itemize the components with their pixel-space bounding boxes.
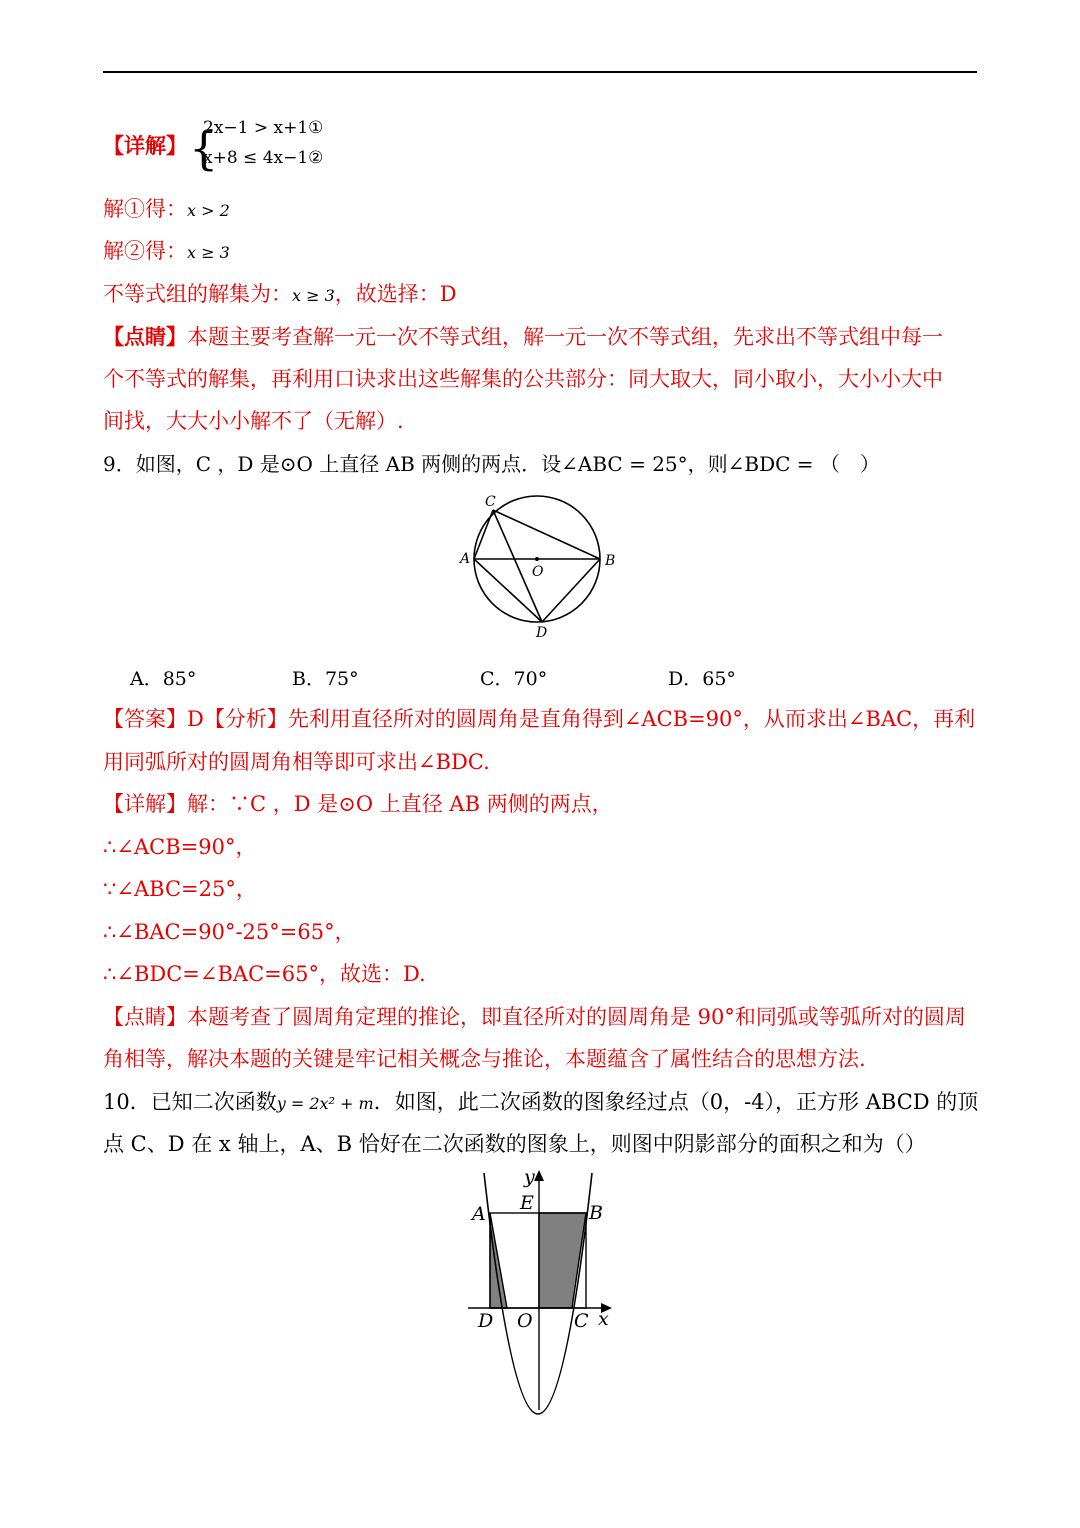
label-d: D <box>478 1310 494 1332</box>
choice-c: C．70° <box>480 668 548 690</box>
choice-a: A．85° <box>130 668 197 690</box>
label-b: B <box>605 553 616 569</box>
inequality-2: x+8 ≤ 4x−1② <box>203 148 324 168</box>
label-e: E <box>520 1192 534 1214</box>
label-a: A <box>472 1203 486 1225</box>
label-x: x <box>598 1308 609 1330</box>
detail-label: 【详解】 <box>103 133 187 158</box>
shade-left <box>490 1213 507 1308</box>
label-d: D <box>536 625 548 641</box>
solution-set: 不等式组的解集为：x ≥ 3，故选择：D <box>103 282 457 306</box>
q9-detail-5: ∴∠BDC=∠BAC=65°，故选：D. <box>103 962 426 986</box>
q9-stem: 9．如图，C ，D 是⊙O 上直径 AB 两侧的两点．设∠ABC = 25°，则∠BDC = （ ） <box>103 452 880 476</box>
choice-b: B．75° <box>292 668 359 690</box>
segment-ca <box>474 510 493 559</box>
choice-d: D．65° <box>668 668 736 690</box>
note-q8-line1: 【点睛】本题主要考查解一元一次不等式组，解一元一次不等式组，先求出不等式组中每一 <box>103 324 943 349</box>
q9-detail-1: 【详解】解：∵C ，D 是⊙O 上直径 AB 两侧的两点， <box>103 792 613 816</box>
q9-detail-3: ∵∠ABC=25°， <box>103 877 257 901</box>
parabola-figure <box>460 1165 620 1415</box>
q10-stem-line2: 点 C、D 在 x 轴上，A、B 恰好在二次函数的图象上，则图中阴影部分的面积之和为（） <box>103 1132 926 1156</box>
shade-right <box>539 1213 586 1308</box>
label-o: O <box>532 564 544 580</box>
label-c: C <box>574 1310 589 1332</box>
y-axis-arrow <box>534 1170 544 1181</box>
q9-note-line2: 角相等，解决本题的关键是牢记相关概念与推论，本题蕴含了属性结合的思想方法. <box>103 1047 866 1071</box>
header-rule <box>103 71 977 73</box>
solution-1: 解①得：x > 2 <box>103 197 230 221</box>
q9-answer-line1: 【答案】D【分析】先利用直径所对的圆周角是直角得到∠ACB=90°，从而求出∠BAC，再利 <box>103 707 976 731</box>
label-y: y <box>524 1166 535 1188</box>
label-c: C <box>485 494 496 510</box>
q9-note-line1: 【点睛】本题考查了圆周角定理的推论，即直径所对的圆周角是 90°和同弧或等弧所对的圆周 <box>103 1005 966 1029</box>
note-q8-line2: 个不等式的解集，再利用口诀求出这些解集的公共部分：同大取大，同小取小，大小小大中 <box>103 367 943 391</box>
parabola <box>484 1173 592 1414</box>
label-a: A <box>460 551 471 567</box>
center-point <box>535 557 539 561</box>
solution-2: 解②得：x ≥ 3 <box>103 239 230 263</box>
circle-figure <box>455 490 625 645</box>
q10-stem-line1: 10．已知二次函数y = 2x² + m．如图，此二次函数的图象经过点（0，-4），正方形 ABCD 的顶 <box>103 1090 979 1114</box>
inequality-1: 2x−1 > x+1① <box>203 118 324 138</box>
q9-answer-line2: 用同弧所对的圆周角相等即可求出∠BDC. <box>103 750 490 774</box>
q9-detail-4: ∴∠BAC=90°-25°=65°， <box>103 920 356 944</box>
brace: { <box>189 121 219 175</box>
note-q8-line3: 间找，大大小小解不了（无解）. <box>103 409 404 433</box>
q9-detail-2: ∴∠ACB=90°， <box>103 835 257 859</box>
label-o: O <box>517 1310 533 1332</box>
label-b: B <box>589 1202 603 1224</box>
